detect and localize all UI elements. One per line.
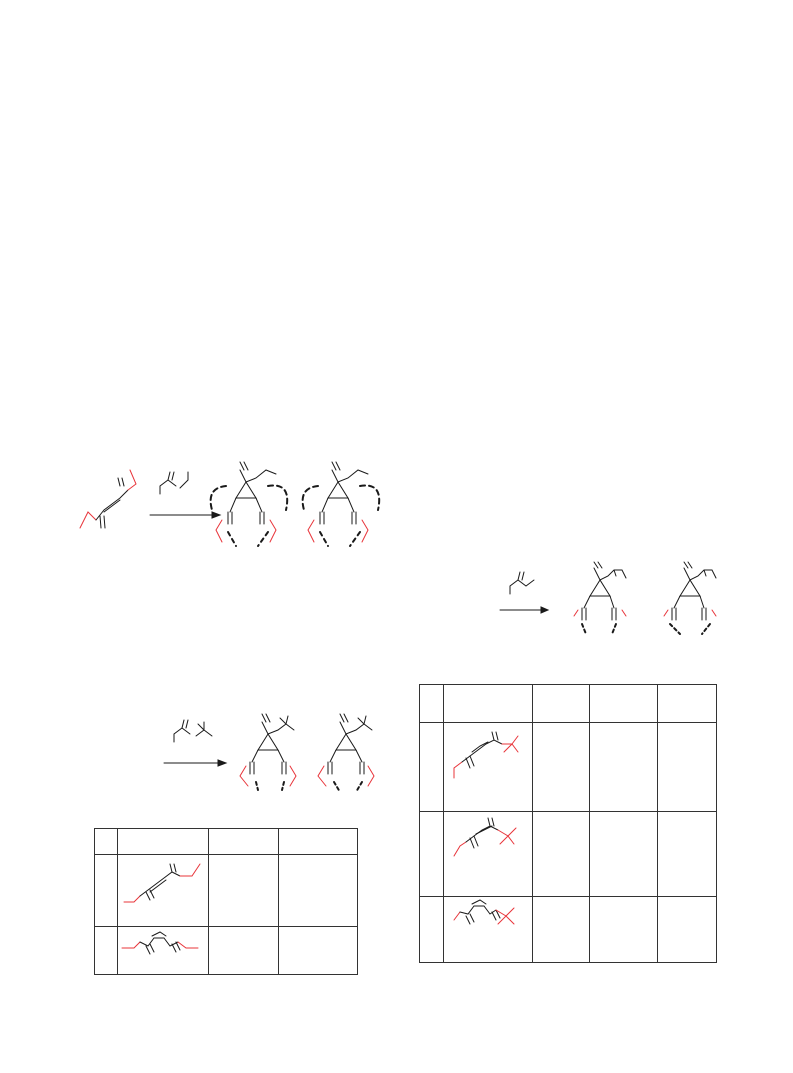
scheme-3-arrow [500,607,548,613]
table-cell [420,812,444,897]
table-cell [117,855,208,927]
table-cell [658,897,717,963]
scheme-1-starting-material [80,470,136,528]
table-cell [444,685,533,723]
table-cell [420,723,444,812]
table-cell [279,855,358,927]
scheme-1-reagent [160,472,188,494]
table-cell [533,723,590,812]
table-right [419,684,717,963]
scheme-3-reagent [510,572,534,594]
table-cell [117,927,208,975]
table-cell [590,723,658,812]
table-cell [533,685,590,723]
table-left [94,828,358,975]
table-cell [658,812,717,897]
scheme-1-product-b [303,462,380,546]
table-cell [590,685,658,723]
table-row [420,897,717,963]
table-cell [279,927,358,975]
scheme-1-arrow [150,512,220,518]
table-cell [208,927,279,975]
scheme-2-product-a [240,714,296,790]
scheme-3-product-b [664,562,716,634]
table-cell [95,829,118,855]
scheme-2-reagent [174,720,212,742]
scheme-2-product-b [318,714,374,792]
table-cell [658,685,717,723]
table-row [420,812,717,897]
table-cell [420,897,444,963]
table-cell [533,812,590,897]
scheme-2-arrow [164,760,226,766]
table-cell [95,927,118,975]
table-cell [279,829,358,855]
table-cell [444,723,533,812]
table-left-header-row [95,829,358,855]
scheme-3-product-a [574,562,626,634]
table-cell [208,829,279,855]
table-cell [444,812,533,897]
table-cell [658,723,717,812]
table-cell [533,897,590,963]
table-cell [95,855,118,927]
scheme-1-product-a [211,462,288,546]
table-right-header-row [420,685,717,723]
table-cell [208,855,279,927]
table-row [95,855,358,927]
table-row [95,927,358,975]
table-row [420,723,717,812]
table-cell [590,897,658,963]
table-cell [420,685,444,723]
table-cell [590,812,658,897]
table-cell [117,829,208,855]
table-cell [444,897,533,963]
